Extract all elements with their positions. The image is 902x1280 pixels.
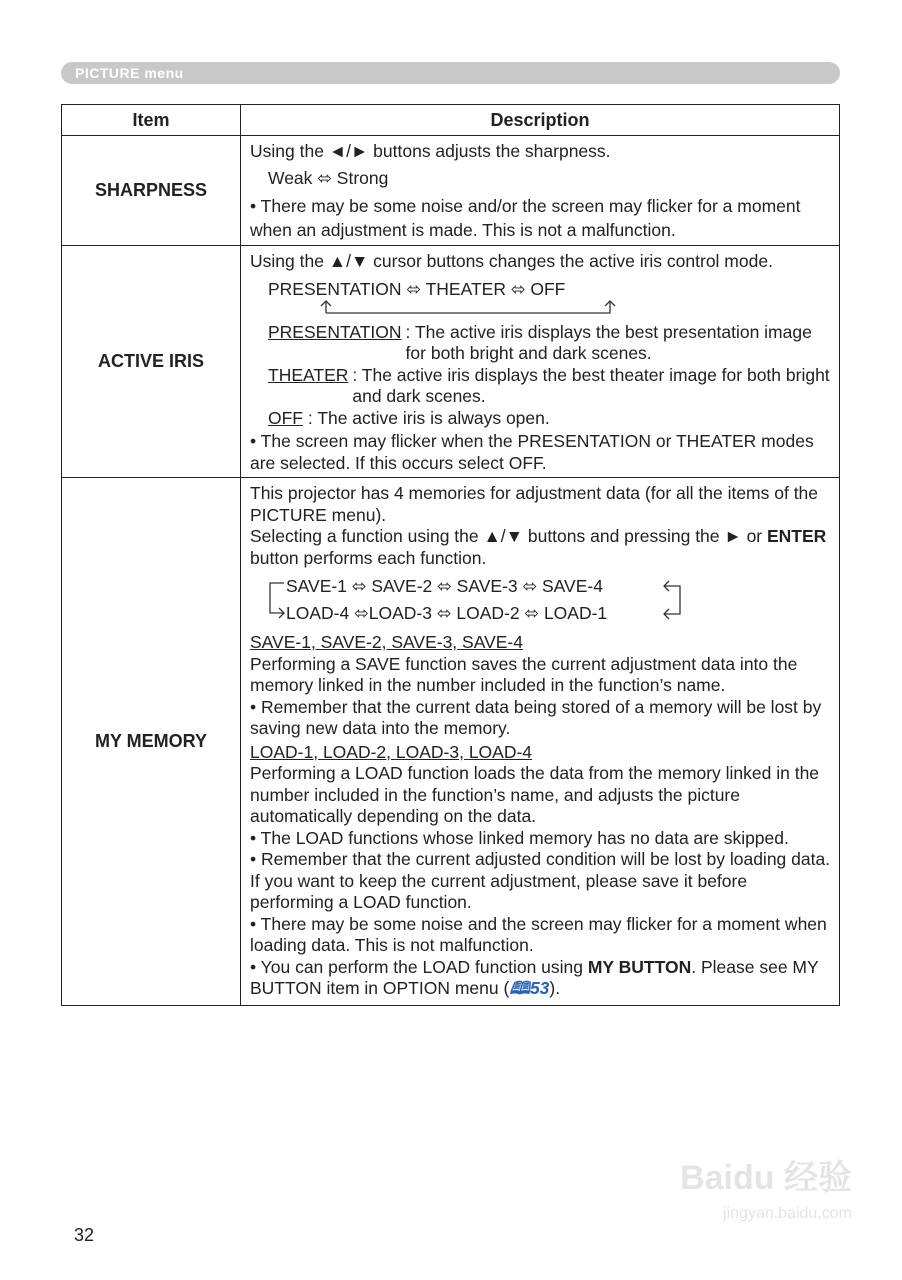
header-item: Item <box>62 105 241 136</box>
iris-pres-def <box>250 322 831 365</box>
table-row-my-memory <box>62 478 840 1006</box>
memory-left-loop-arrow-icon <box>268 581 288 621</box>
memory-load-note1: • The LOAD functions whose linked memory has no data are skipped. <box>250 827 789 848</box>
iris-cycle <box>250 279 831 319</box>
iris-theater-desc: : The active iris displays the best theater image for both bright and dark scenes. <box>352 364 830 406</box>
memory-enter-label: ENTER <box>767 526 827 546</box>
iris-pres-desc: : The active iris displays the best presentation image for both bright and dark scenes. <box>405 321 812 363</box>
iris-off-term: OFF <box>268 407 303 428</box>
memory-save-note: • Remember that the current data being stored of a memory will be lost by saving new data into the memory. <box>250 696 822 738</box>
memory-note4-text: • You can perform the LOAD function using <box>250 956 588 977</box>
iris-theater-term: THEATER <box>268 364 349 385</box>
table-row-active-iris <box>62 246 840 478</box>
memory-load-heading: LOAD-1, LOAD-2, LOAD-3, LOAD-4 <box>250 741 533 762</box>
memory-cycle-bottom: LOAD-4 ⬄LOAD-3 ⬄ LOAD-2 ⬄ LOAD-1 <box>286 603 608 623</box>
memory-my-button-label: MY BUTTON <box>587 956 692 977</box>
memory-intro1: This projector has 4 memories for adjustment data (for all the items of the PICTURE menu). <box>250 483 819 525</box>
iris-off-def <box>250 408 831 430</box>
desc-active-iris <box>241 246 840 478</box>
watermark-logo: Baidu 经验 <box>680 1159 852 1197</box>
section-title: PICTURE menu <box>75 65 184 81</box>
iris-off-desc: : The active iris is always open. <box>307 407 550 428</box>
memory-load-note2: • Remember that the current adjusted condition will be lost by loading data. If you want to keep the current adjustment, please save it before performing a LOAD function. <box>250 849 831 912</box>
iris-line1: Using the ▲/▼ cursor buttons changes the active iris control mode. <box>250 251 773 271</box>
memory-load-text: Performing a LOAD function loads the data from the memory linked in the number included in the function’s name, and adjusts the picture automatically depending on the data. <box>250 763 820 826</box>
book-ref-icon: 🕮 <box>509 978 530 998</box>
section-header-bar <box>61 62 840 84</box>
picture-menu-table <box>61 104 840 1006</box>
sharpness-range: Weak ⬄ Strong <box>268 167 389 188</box>
desc-sharpness <box>241 136 840 246</box>
table-row-sharpness <box>62 136 840 246</box>
memory-load-note3: • There may be some noise and the screen may flicker for a moment when loading data. This is not malfunction. <box>250 913 827 955</box>
page-number: 32 <box>74 1225 95 1245</box>
memory-page-ref[interactable]: 53 <box>529 978 550 998</box>
item-my-memory: MY MEMORY <box>62 478 241 1006</box>
memory-note4-mid: . Please see MY BUTTON item in OPTION menu ( <box>250 956 819 998</box>
header-description: Description <box>241 105 840 136</box>
memory-save-heading: SAVE-1, SAVE-2, SAVE-3, SAVE-4 <box>250 632 523 652</box>
sharpness-note: • There may be some noise and/or the screen may flicker for a moment when an adjustment is made. This is not a malfunction. <box>250 196 801 240</box>
iris-theater-def <box>250 365 831 408</box>
memory-save-text: Performing a SAVE function saves the current adjustment data into the memory linked in the number included in the function’s name. <box>250 653 798 695</box>
memory-right-loop-arrow-icon <box>662 578 684 622</box>
iris-loop-arrow-icon <box>318 299 618 319</box>
memory-intro2-text: Selecting a function using the ▲/▼ buttons and pressing the ► or <box>250 526 767 546</box>
memory-load-note4 <box>250 957 831 1000</box>
table-header-row <box>62 105 840 136</box>
sharpness-line1: Using the ◄/► buttons adjusts the sharpness. <box>250 141 611 161</box>
iris-note: • The screen may flicker when the PRESENTATION or THEATER modes are selected. If this occurs select OFF. <box>250 431 814 473</box>
iris-pres-term: PRESENTATION <box>268 321 402 342</box>
memory-intro2 <box>250 526 831 569</box>
item-sharpness: SHARPNESS <box>62 136 241 246</box>
item-active-iris: ACTIVE IRIS <box>62 246 241 478</box>
desc-my-memory <box>241 478 840 1006</box>
memory-cycle-top: SAVE-1 ⬄ SAVE-2 ⬄ SAVE-3 ⬄ SAVE-4 <box>286 576 603 596</box>
memory-cycle <box>250 573 831 629</box>
memory-note4-end: ). <box>549 978 561 998</box>
iris-cycle-text: PRESENTATION ⬄ THEATER ⬄ OFF <box>268 278 566 299</box>
watermark-url: jingyan.baidu.com <box>723 1205 852 1222</box>
memory-intro2-tail: button performs each function. <box>250 547 487 568</box>
